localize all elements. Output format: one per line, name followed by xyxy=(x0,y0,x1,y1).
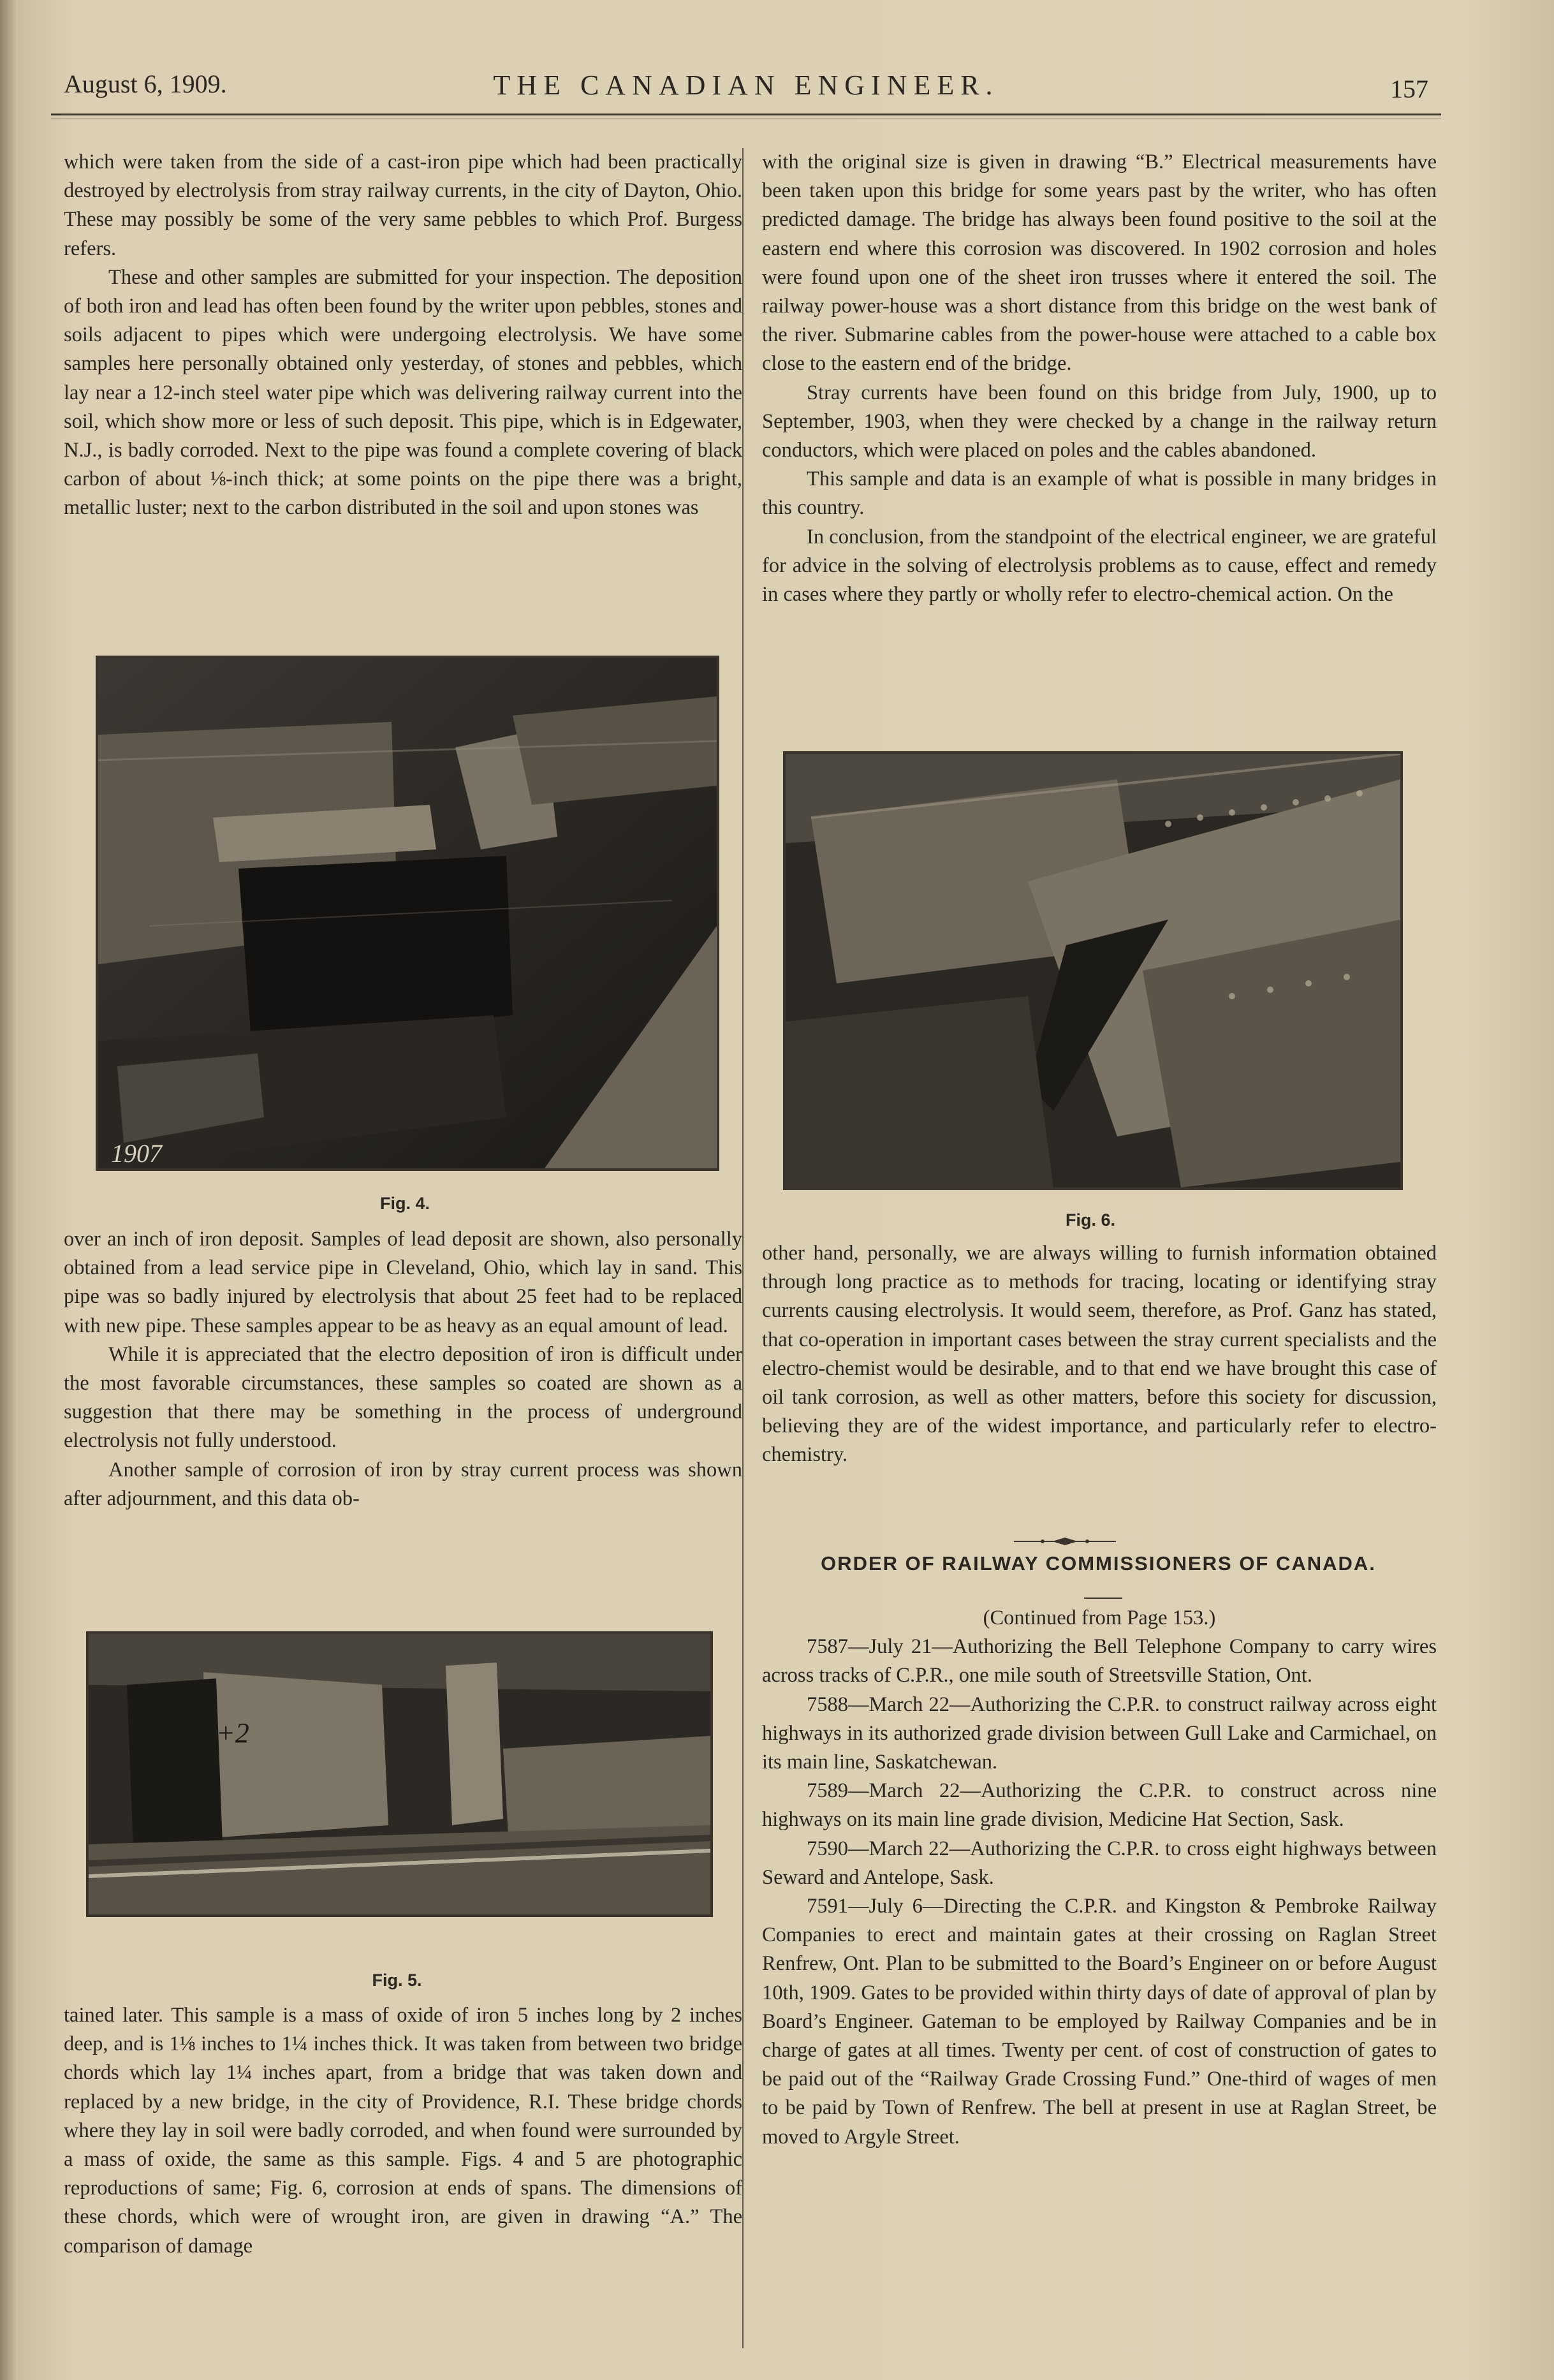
page-number: 157 xyxy=(1390,75,1428,103)
header-rule xyxy=(51,114,1441,115)
right-text-block-2 xyxy=(762,1239,1437,1470)
figure-5-image xyxy=(89,1634,710,1914)
left-text-block-1 xyxy=(64,148,742,523)
order-item: 7591—July 6—Directing the C.P.R. and Kingston & Pembroke Railway Companies to erect and maintain gates at their crossing on Raglan Street Renfrew, Ont. Plan to be submitted to the Board’s Engineer on or before August 10th, 1909. Gates to be provided within thirty days of date of approval of plan by Board’s Engineer. Gateman to be employed by Railway Companies and be in charge of gates at all times. Twenty per cent. of cost of construction of gates to be paid out of the “Railway Grade Crossing Fund.” One-third of wages of men to be paid by Town of Renfrew. The bell at present in use at Raglan Street, be moved to Argyle Street. xyxy=(762,1895,1437,2149)
figure-5-photo xyxy=(86,1631,713,1917)
paragraph: This sample and data is an example of what is possible in many bridges in this country. xyxy=(762,467,1437,520)
binding-shadow xyxy=(0,0,18,2380)
figure-4-stamp: 1907 xyxy=(111,1139,162,1168)
column-divider xyxy=(742,148,744,2348)
figure-6-image xyxy=(786,754,1400,1187)
section-ornament xyxy=(1014,1538,1116,1545)
paragraph: over an inch of iron deposit. Samples of lead deposit are shown, also personally obtained from a lead service pipe in Cleveland, Ohio, which lay in sand. This pipe was so badly injured by electrolysis that about 25 feet had to be replaced with new pipe. These samples appear to be as heavy as an equal amount of lead. xyxy=(64,1228,742,1337)
section-title: ORDER OF RAILWAY COMMISSIONERS OF CANADA. xyxy=(821,1552,1376,1575)
paragraph: Another sample of corrosion of iron by stray current process was shown after adjournment, and this data ob- xyxy=(64,1458,742,1510)
figure-4-image xyxy=(98,658,717,1168)
journal-title: THE CANADIAN ENGINEER. xyxy=(493,70,999,101)
paragraph: While it is appreciated that the electro deposition of iron is difficult under the most favorable circumstances, these samples so coated are shown as a suggestion that there may be something in the process of underground electrolysis not fully understood. xyxy=(64,1342,742,1453)
left-text-block-3 xyxy=(64,2001,742,2261)
figure-6-photo xyxy=(783,751,1403,1190)
order-item: 7589—March 22—Authorizing the C.P.R. to construct across nine highways on its main line grade division, Medicine Hat Section, Sask. xyxy=(762,1779,1437,1832)
running-header xyxy=(64,69,1428,120)
figure-5-mark: +2 xyxy=(216,1717,249,1749)
figure-5-caption: Fig. 5. xyxy=(372,1971,422,1990)
order-item: 7587—July 21—Authorizing the Bell Telephone Company to carry wires across tracks of C.P.R., one mile south of Streetsville Station, Ont. xyxy=(762,1635,1437,1687)
paragraph: with the original size is given in drawing “B.” Electrical measurements have been taken upon this bridge for some years past by the writer, who has often predicted damage. The bridge has always been found positive to the soil at the eastern end where this corrosion was discovered. In 1902 corrosion and holes were found upon one of the sheet iron trusses where it entered the soil. The railway power-house was a short distance from this bridge on the west bank of the river. Submarine cables from the power-house were attached to a cable box close to the eastern end of the bridge. xyxy=(762,151,1437,376)
title-underline xyxy=(1084,1598,1122,1599)
paragraph: which were taken from the side of a cast-iron pipe which had been practically destroyed by electrolysis from stray railway currents, in the city of Dayton, Ohio. These may possibly be some of the very same pebbles to which Prof. Burgess refers. xyxy=(64,151,742,260)
order-item: 7588—March 22—Authorizing the C.P.R. to construct railway across eight highways in its authorized grade division between Gull Lake and Carmichael, on its main line, Saskatchewan. xyxy=(762,1693,1437,1774)
paragraph: Stray currents have been found on this bridge from July, 1900, up to September, 1903, when they were checked by a change in the railway return conductors, which were placed on poles and the cables abandoned. xyxy=(762,381,1437,462)
paragraph: other hand, personally, we are always willing to furnish information obtained through long practice as to methods for tracing, locating or identifying stray currents causing electrolysis. It would seem, therefore, as Prof. Ganz has stated, that co-operation in important cases between the stray current specialists and the electro-chemist would be desirable, and to that end we have brought this case of oil tank corrosion, as well as other matters, before this society for discussion, believing they are of the widest importance, and particularly refer to electro-chemistry. xyxy=(762,1242,1437,1467)
continued-note: (Continued from Page 153.) xyxy=(983,1606,1216,1629)
order-item: 7590—March 22—Authorizing the C.P.R. to cross eight highways between Seward and Antelope, Sask. xyxy=(762,1837,1437,1889)
right-text-block-1 xyxy=(762,148,1437,609)
paragraph: tained later. This sample is a mass of oxide of iron 5 inches long by 2 inches deep, and is 1⅛ inches to 1¼ inches thick. It was taken from between two bridge chords which lay 1¼ inches apart, from a bridge that was taken down and replaced by a new bridge, in the city of Providence, R.I. These bridge chords where they lay in soil were badly corroded, and when found were surrounded by a mass of oxide, the same as this sample. Figs. 4 and 5 are photographic reproductions of same; Fig. 6, corrosion at ends of spans. The dimensions of these chords, which were of wrought iron, are given in drawing “A.” The comparison of damage xyxy=(64,2004,742,2258)
paragraph: These and other samples are submitted for your inspection. The deposition of both iron and lead has often been found by the writer upon pebbles, stones and soils adjacent to pipes which were undergoing electrolysis. We have some samples here personally obtained only yesterday, of stones and pebbles, which lay near a 12-inch steel water pipe which was delivering railway current into the soil, which show more or less of such deposit. This pipe, which is in Edgewater, N.J., is badly corroded. Next to the pipe was found a complete covering of black carbon of about ⅛-inch thick; at some points on the pipe there was a bright, metallic luster; next to the carbon distributed in the soil and upon stones was xyxy=(64,265,742,520)
left-text-block-2 xyxy=(64,1225,742,1513)
right-text-block-3 xyxy=(762,1604,1437,2152)
figure-4-caption: Fig. 4. xyxy=(379,1194,430,1213)
paragraph: In conclusion, from the standpoint of the electrical engineer, we are grateful for advice in the solving of electrolysis problems as to cause, effect and remedy in cases where they partly or wholly refer to electro-chemical action. On the xyxy=(762,525,1437,606)
figure-4-photo xyxy=(96,656,719,1171)
figure-6-caption: Fig. 6. xyxy=(1065,1210,1115,1230)
header-date: August 6, 1909. xyxy=(64,70,227,98)
